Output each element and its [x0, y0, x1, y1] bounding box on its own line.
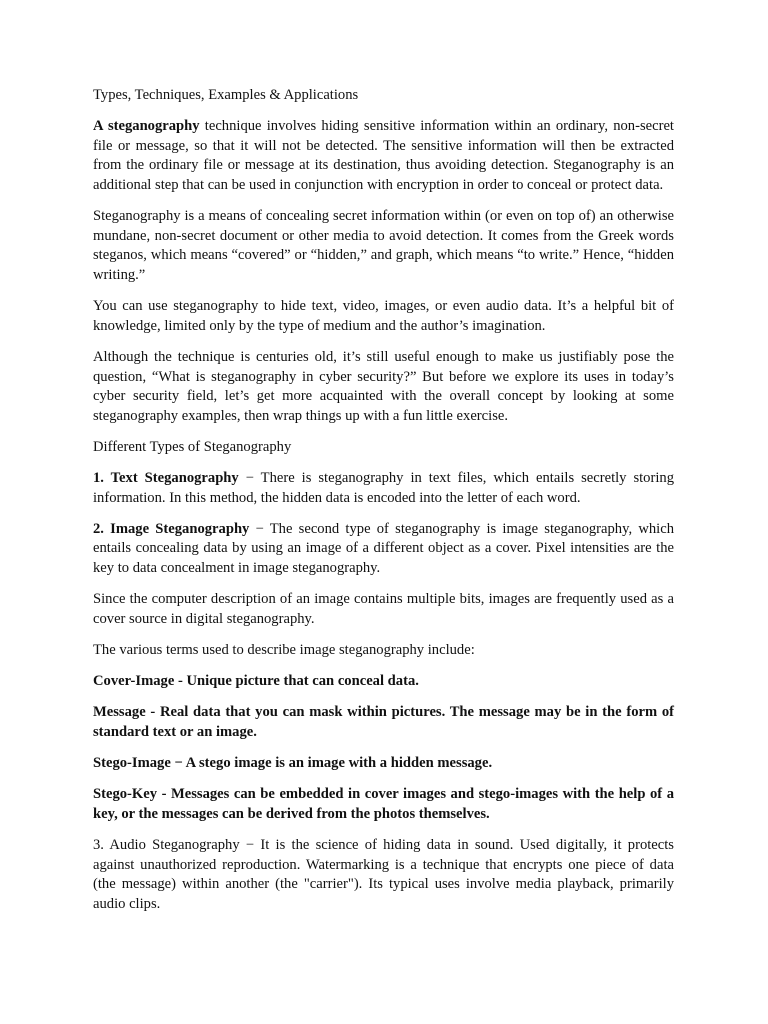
- bits-paragraph: Since the computer description of an image contains multiple bits, images are frequently used as a cover source in digital steganography.: [93, 591, 674, 627]
- document-heading: Types, Techniques, Examples & Applications: [93, 87, 359, 103]
- image-steganography-body: − The second type of steganography is image steganography, which entails concealing data by using an image of a different object as a cover. Pixel intensities are the key to data concealment in image steganography.: [93, 520, 674, 577]
- intro-bold-term: A steganography: [93, 118, 200, 135]
- types-heading: Different Types of Steganography: [93, 438, 292, 455]
- history-paragraph: Although the technique is centuries old, it’s still useful enough to make us justifiably pose the question, “What is steganography in cyber security?” But before we explore its uses in today’s cyber security field, let’s get more acquainted with the overall concept by looking at some steganography examples, then wrap things up with a fun little exercise.: [93, 348, 674, 424]
- text-steganography-title: 1. Text Steganography: [93, 470, 239, 487]
- term-stego-image: Stego-Image − A stego image is an image with a hidden message.: [93, 755, 493, 772]
- intro-paragraph: [93, 117, 674, 195]
- image-steganography-title: 2. Image Steganography: [93, 520, 250, 537]
- image-steganography-paragraph: [93, 520, 674, 579]
- terms-intro: The various terms used to describe image steganography include:: [93, 642, 475, 658]
- term-stego-key: Stego-Key - Messages can be embedded in cover images and stego-images with the help of a key, or the messages can be derived from the photos themselves.: [93, 786, 674, 822]
- definition-paragraph: Steganography is a means of concealing secret information within (or even on top of) an otherwise mundane, non-secret document or other media to avoid detection. It comes from the Greek words steganos, which means “covered” or “hidden,” and graph, which means “to write.” Hence, “hidden writing.”: [93, 208, 674, 283]
- audio-steganography-paragraph: 3. Audio Steganography − It is the science of hiding data in sound. Used digitally, it protects against unauthorized reproduction. Watermarking is a technique that encrypts one piece of data (the message) within another (the "carrier"). Its typical uses involve media playback, primarily audio clips.: [93, 837, 674, 912]
- intro-text: technique involves hiding sensitive information within an ordinary, non-secret file or message, so that it will not be detected. The sensitive information will then be extracted from the ordinary file or message at its destination, thus avoiding detection. Steganography is an additional step that can be used in conjunction with encryption in order to conceal or protect data.: [93, 118, 674, 193]
- term-cover-image: Cover-Image - Unique picture that can conceal data.: [93, 673, 419, 690]
- document-page: [93, 86, 674, 926]
- term-message: Message - Real data that you can mask within pictures. The message may be in the form of standard text or an image.: [93, 704, 674, 740]
- uses-paragraph: You can use steganography to hide text, video, images, or even audio data. It’s a helpful bit of knowledge, limited only by the type of medium and the author’s imagination.: [93, 298, 674, 334]
- text-steganography-paragraph: [93, 469, 674, 508]
- text-steganography-body: − There is steganography in text files, which entails secretly storing information. In this method, the hidden data is encoded into the letter of each word.: [93, 470, 674, 506]
